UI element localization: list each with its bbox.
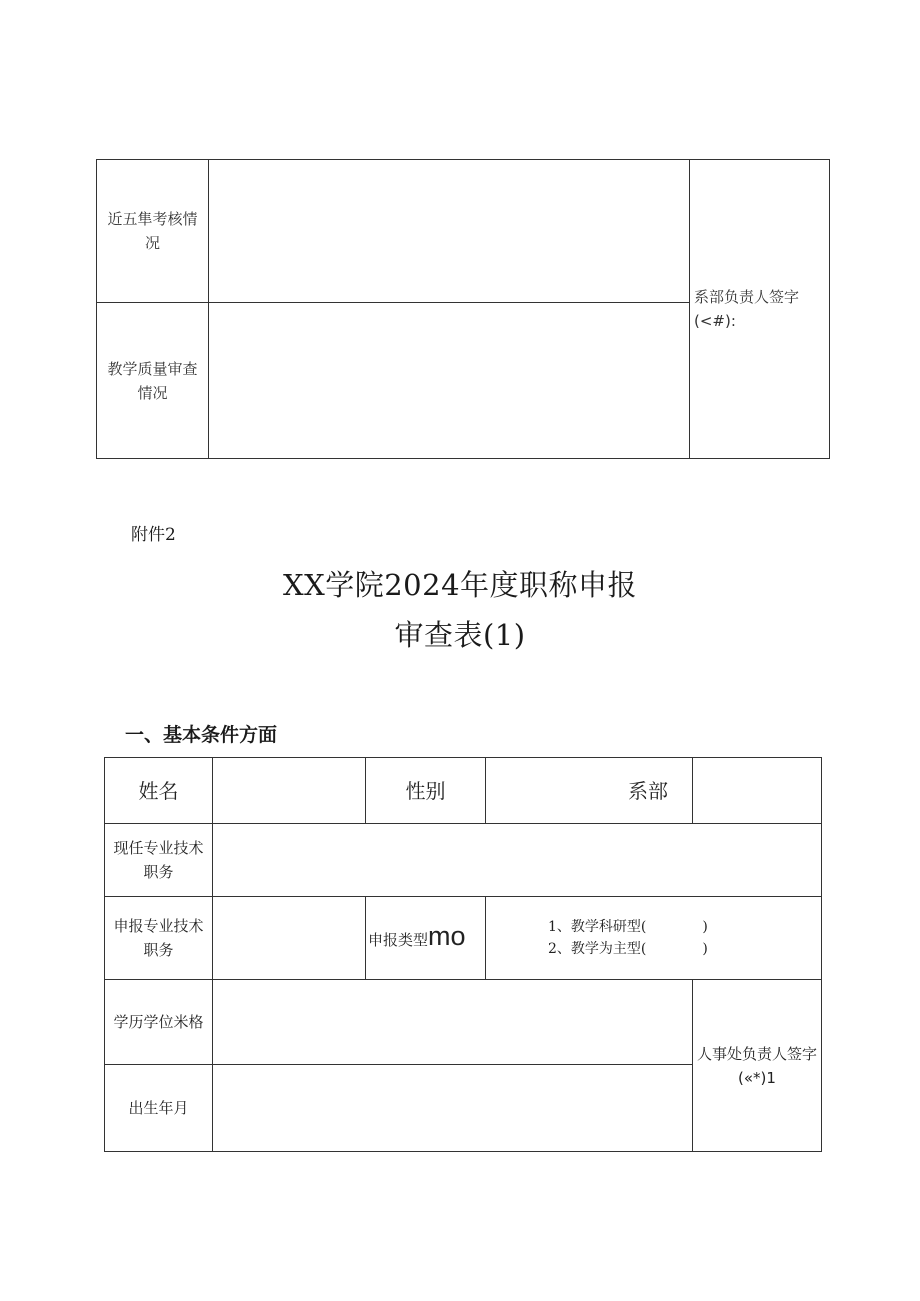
- option-teaching-focused[interactable]: 2、教学为主型( ): [548, 941, 708, 957]
- apply-title-field[interactable]: [213, 897, 366, 980]
- birth-field[interactable]: [213, 1065, 693, 1152]
- apply-type-label: 申报类型: [368, 931, 429, 949]
- basic-conditions-table: [104, 757, 822, 1152]
- five-year-assessment-field[interactable]: [209, 160, 690, 303]
- current-title-label: 现任专业技术职务: [105, 824, 213, 897]
- attachment-label: 附件2: [131, 525, 176, 545]
- current-title-field[interactable]: [213, 824, 822, 897]
- name-field[interactable]: [213, 758, 366, 824]
- hr-signature-label: 人事处负责人签字(«*)1: [697, 1044, 818, 1087]
- dept-head-signature-cell[interactable]: [690, 160, 830, 459]
- page-title: XX学院2024年度职称申报: [282, 568, 638, 602]
- education-field[interactable]: [213, 980, 693, 1065]
- hr-signature-cell[interactable]: [693, 980, 822, 1152]
- education-label: 学历学位米格: [105, 980, 213, 1065]
- gender-label: 性别: [366, 758, 486, 824]
- teaching-quality-field[interactable]: [209, 303, 690, 459]
- dept-label: 系部: [486, 758, 693, 824]
- apply-type-cell: [366, 897, 486, 980]
- apply-type-mark: mo: [428, 921, 466, 951]
- five-year-assessment-label: 近五隼考核情况: [97, 160, 209, 303]
- section-heading: 一、基本条件方面: [125, 724, 278, 746]
- apply-type-options: [486, 897, 822, 980]
- assessment-table: [96, 159, 830, 459]
- dept-field[interactable]: [693, 758, 822, 824]
- birth-label: 出生年月: [105, 1065, 213, 1152]
- teaching-quality-label: 教学质量审查情况: [97, 303, 209, 459]
- apply-title-label: 申报专业技术职务: [105, 897, 213, 980]
- option-teaching-research[interactable]: 1、教学科研型( ): [548, 919, 708, 935]
- page-subtitle: 审查表(1): [394, 618, 526, 652]
- name-label: 姓名: [105, 758, 213, 824]
- dept-head-signature-label: 系部负责人签字(<#):: [694, 288, 800, 330]
